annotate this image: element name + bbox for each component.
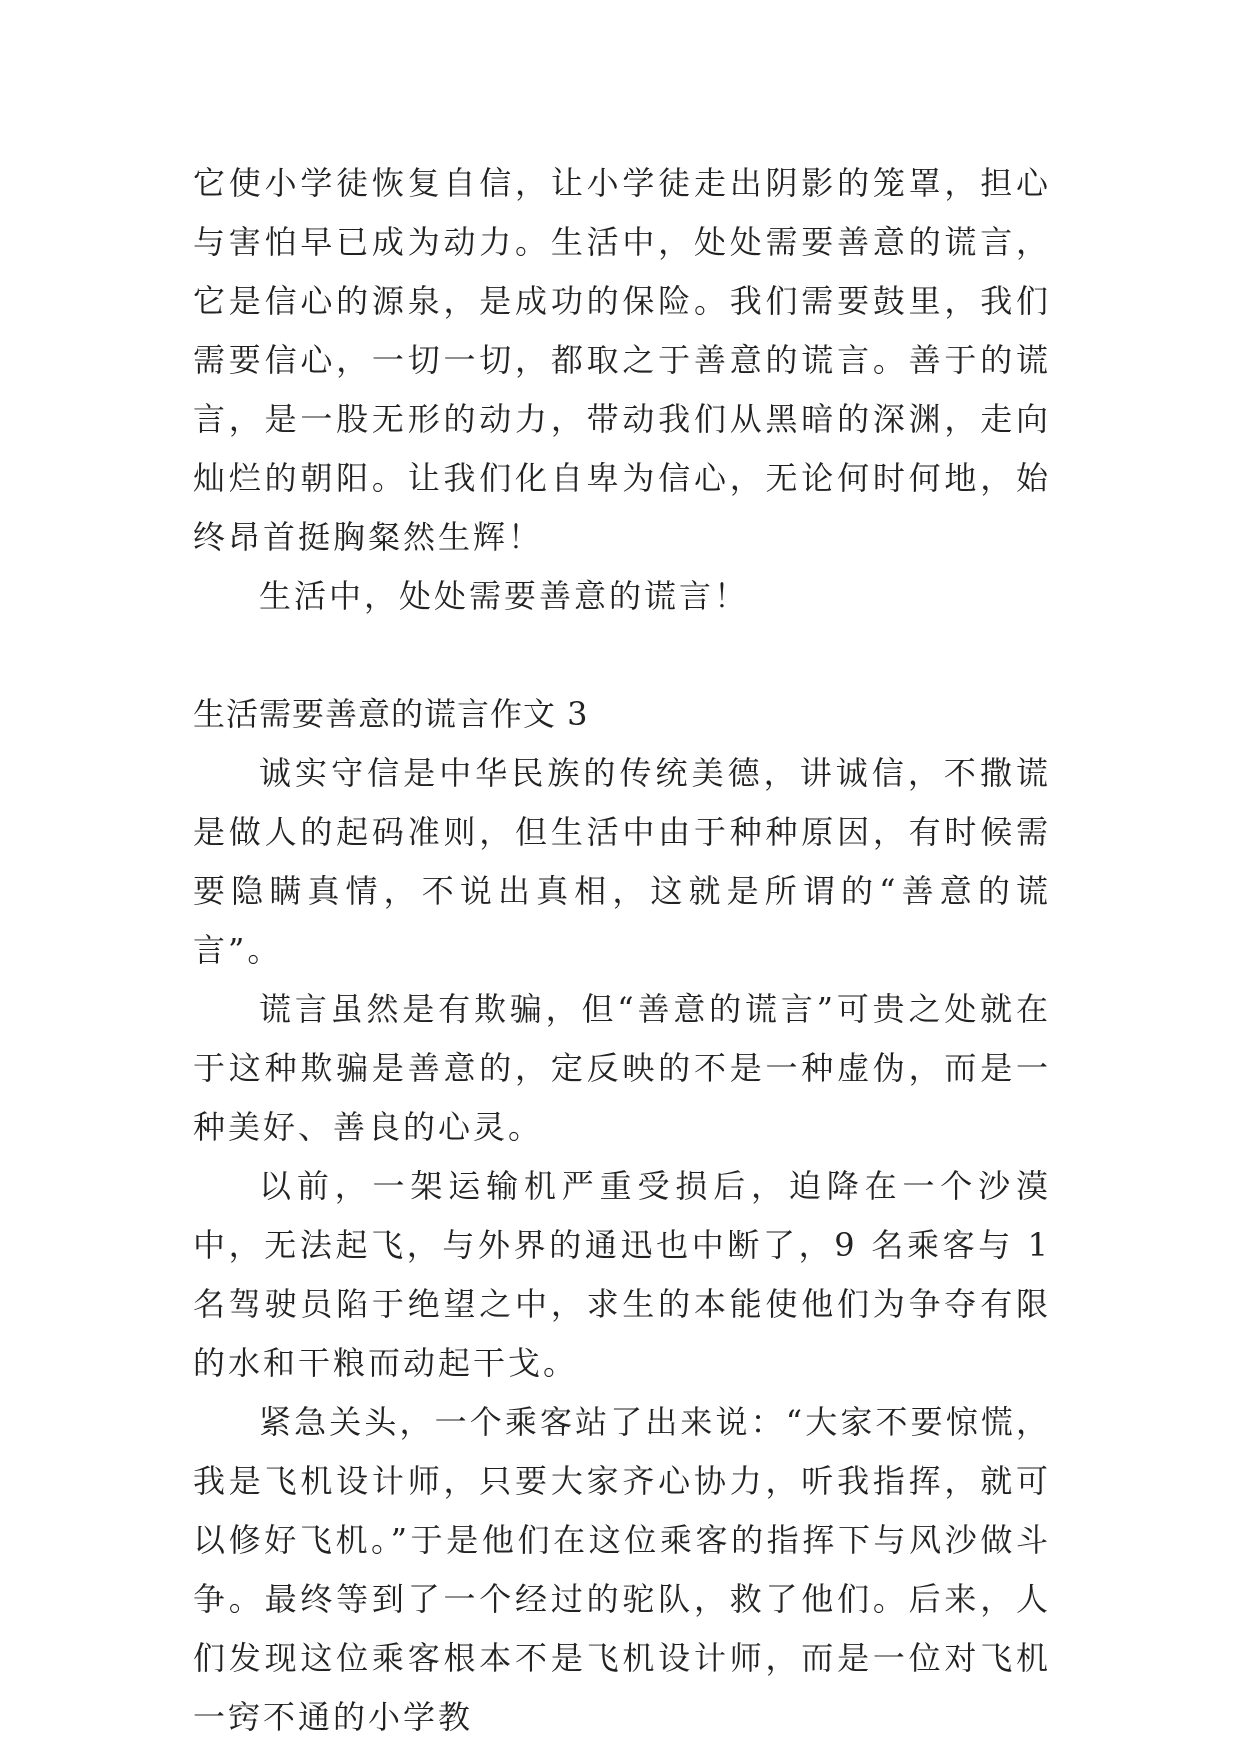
- section-spacer: [193, 626, 1051, 685]
- paragraph-plane-story: 以前，一架运输机严重受损后，迫降在一个沙漠中，无法起飞，与外界的通迅也中断了，9 名乘客与 1 名驾驶员陷于绝望之中，求生的本能使他们为争夺有限的水和干粮而动起干戈。: [193, 1167, 1051, 1382]
- paragraph-passenger-story: 紧急关头，一个乘客站了出来说：“大家不要惊慌，我是飞机设计师，只要大家齐心协力，听我指挥，就可以修好飞机。”于是他们在这位乘客的指挥下与风沙做斗争。最终等到了一个经过的驼队，救了他们。后来，人们发现这位乘客根本不是飞机设计师，而是一位对飞机一窍不通的小学教: [193, 1403, 1051, 1736]
- paragraph-white-lie: 谎言虽然是有欺骗，但“善意的谎言”可贵之处就在于这种欺骗是善意的，定反映的不是一种虚伪，而是一种美好、善良的心灵。: [193, 990, 1051, 1146]
- document-body: [193, 154, 1051, 1747]
- paragraph-conclusion: 生活中，处处需要善意的谎言！: [259, 577, 750, 615]
- paragraph-honesty: 诚实守信是中华民族的传统美德，讲诚信，不撒谎是做人的起码准则，但生活中由于种种原因，有时候需要隐瞒真情，不说出真相，这就是所谓的“善意的谎言”。: [193, 754, 1051, 969]
- section-title: 生活需要善意的谎言作文 3: [193, 695, 589, 733]
- paragraph-continuation: 它使小学徒恢复自信，让小学徒走出阴影的笼罩，担心与害怕早已成为动力。生活中，处处需要善意的谎言，它是信心的源泉，是成功的保险。我们需要鼓里，我们需要信心，一切一切，都取之于善意的谎言。善于的谎言，是一股无形的动力，带动我们从黑暗的深渊，走向灿烂的朝阳。让我们化自卑为信心，无论何时何地，始终昂首挺胸粲然生辉！: [193, 164, 1051, 556]
